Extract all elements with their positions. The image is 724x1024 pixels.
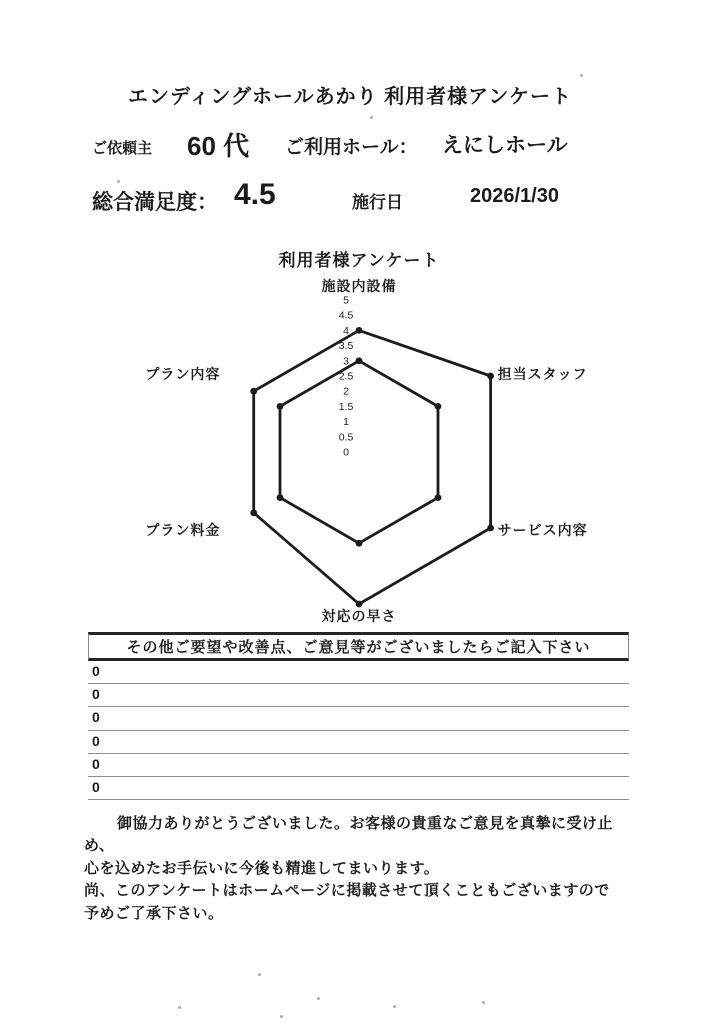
data-point-marker [277,403,284,410]
client-value: 60 代 [187,131,250,161]
axis-category-label: プラン内容 [145,366,221,382]
axis-category-label: 対応の早さ [321,608,397,624]
hall-label: ご利用ホール： [285,137,418,158]
axis-category-label: 施設内設備 [321,278,397,294]
axis-tick-label: 3 [343,355,349,368]
data-point-marker [250,388,257,395]
data-point-marker [356,327,363,334]
data-point-marker [487,525,494,532]
axis-tick-label: 1 [343,416,349,429]
axis-tick-label: 1.5 [338,400,354,413]
comment-row: 0 [88,731,629,754]
client-label: ご依頼主 [92,140,153,157]
axis-tick-label: 0 [343,446,349,459]
comment-row: 0 [88,777,629,800]
data-point-marker [356,357,363,364]
scan-speck [178,1006,181,1009]
comment-row: 0 [88,684,629,707]
scan-speck [280,1015,283,1018]
axis-tick-label: 5 [343,294,349,307]
scan-speck [370,116,373,119]
comments-table [88,632,629,800]
data-point-marker [356,601,363,608]
axis-tick-label: 2 [343,385,349,398]
data-point-marker [435,403,442,410]
comments-rows [88,661,629,800]
axis-tick-label: 4 [343,324,349,337]
closing-note [84,813,636,925]
axis-tick-label: 3.5 [338,340,354,353]
comment-row: 0 [88,661,629,684]
scan-speck [482,1001,485,1004]
scan-speck [393,1005,396,1008]
hall-value: えにしホール [442,134,568,157]
axis-tick-label: 0.5 [338,431,354,444]
date-value: 2026/1/30 [470,185,559,207]
data-point-marker [356,540,363,547]
satisfaction-value: 4.5 [234,178,276,211]
chart-title: 利用者様アンケート [278,251,440,270]
axis-category-label: プラン料金 [145,522,221,538]
doc-title: エンディングホールあかり 利用者様アンケート [128,86,572,108]
scan-speck [117,180,120,183]
comment-row: 0 [88,707,629,730]
scan-speck [258,973,261,976]
radar-series [254,330,491,604]
comment-row: 0 [88,754,629,777]
closing-line-2: 心を込めたお手伝いに今後も精進してまいります。 [84,859,440,877]
date-label: 施行日 [352,193,403,212]
data-point-marker [277,494,284,501]
scan-speck [580,74,583,77]
axis-category-label: サービス内容 [497,522,588,538]
axis-category-label: 担当スタッフ [497,366,588,382]
closing-line-3: 尚、このアンケートはホームページに掲載させて頂くこともございますので [84,882,610,900]
data-point-marker [487,373,494,380]
closing-line-1: 御協力ありがとうございました。お客様の貴重なご意見を真摯に受け止め、 [84,815,614,855]
axis-tick-label: 2.5 [338,370,354,383]
radar-chart [129,262,589,632]
radar-series [280,361,438,543]
data-point-marker [435,494,442,501]
closing-line-4: 予めご了承下さい。 [84,904,224,922]
data-point-marker [250,509,257,516]
comments-header: その他ご要望や改善点、ご意見等がございましたらご記入下さい [88,632,629,661]
satisfaction-label: 総合満足度： [92,191,218,214]
scan-speck [317,997,320,1000]
axis-tick-label: 4.5 [338,309,354,322]
